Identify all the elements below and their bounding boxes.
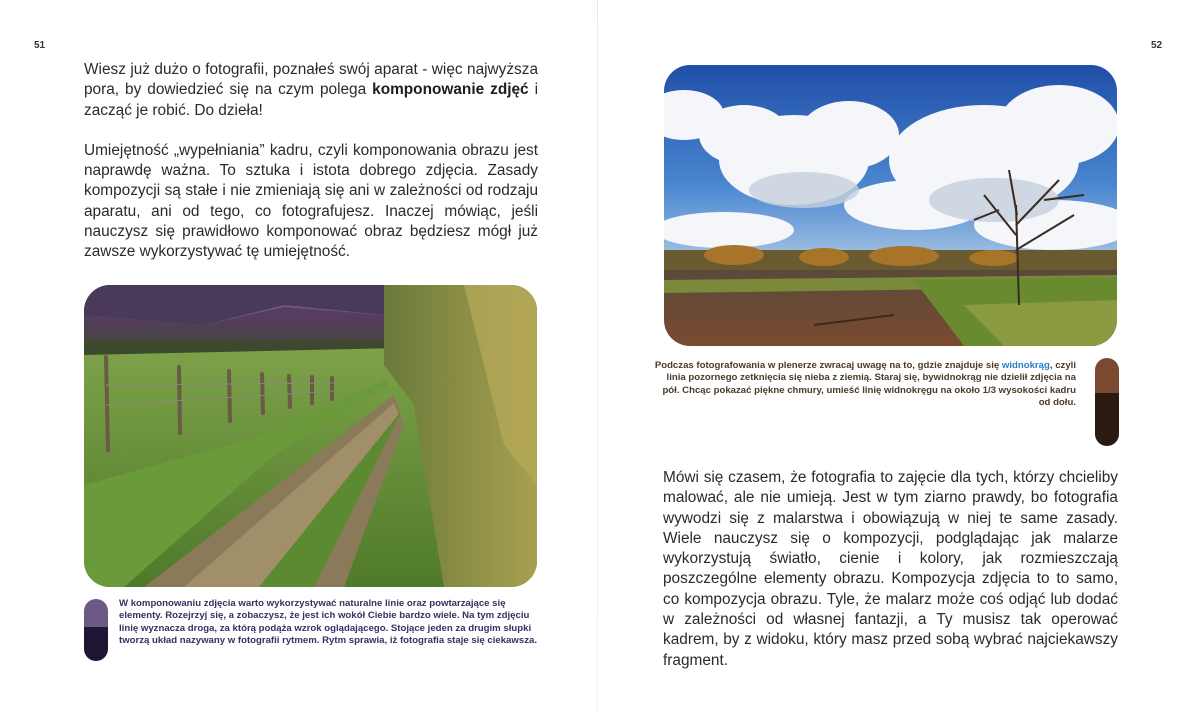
right-body-text: [663, 468, 1118, 671]
caption-accent-bar-left: [84, 599, 108, 661]
caption-accent-bar-right: [1095, 358, 1119, 446]
horizon-field-photo: [664, 65, 1117, 346]
composition-paragraph: Umiejętność „wypełniania” kadru, czyli komponowania obrazu jest naprawdę ważna. To sztuka i istota dobrego zdjęcia. Zasady kompozycji są stałe i nie zmieniają się ani w zależności od rodzaju aparatu, ani od tego, co fotografujesz. Inaczej mówiąc, jeśli nauczysz się prawidłowo komponować obraz będziesz mógł już zawsze wykorzystywać tę umiejętność.: [84, 141, 538, 261]
right-photo-caption: Podczas fotografowania w plenerze zwracaj uwagę na to, gdzie znajduje się widnokrąg, czyli linia pozornego zetknięcia się nieba z ziemią. Staraj się, bywidnokrąg nie dzielił zdjęcia na pół. Chcąc pokazać piękne chmury, umieść linię widnokręgu na około 1/3 wysokości kadru od dołu.: [654, 360, 1076, 408]
left-page: [0, 0, 597, 713]
dirt-road-photo: [84, 285, 537, 587]
left-photo-caption: W komponowaniu zdjęcia warto wykorzystywać naturalne linie oraz powtarzające się elementy. Rozejrzyj się, a zobaczysz, że jest ich wokół Ciebie bardzo wiele. Na tym zdjęciu linię wyznacza droga, za którą podąża wzrok oglądającego. Stojące jeden za drugim słupki tworzą układ nazywany w fotografii rytmem. Rytm sprawia, iż fotografia staje się ciekawsza.: [119, 598, 537, 646]
widnokrag-highlight: widnokrąg: [1001, 360, 1050, 371]
page-number-left: 51: [34, 40, 46, 51]
bold-term: komponowanie zdjęć: [372, 81, 529, 99]
left-body-text: [84, 60, 538, 263]
right-page: [598, 0, 1195, 713]
painting-paragraph: Mówi się czasem, że fotografia to zajęcie dla tych, którzy chcieliby malować, ale nie umieją. Jest w tym ziarno prawdy, bo fotografia wywodzi się z malarstwa i obowiązują w niej te same zasady. Wiele nauczysz się o kompozycji, podglądając jak malarze wykorzystują światło, cienie i kolory, jak rozmieszczają poszczególne elementy obrazu. Kompozycja zdjęcia to to samo, co kompozycja obrazu. Tyle, że malarz może coś odjąć lub dodać w zależności od własnej fantazji, a Ty musisz tak operować kadrem, by z widoku, który masz przed sobą wybrać najciekawszy fragment.: [663, 469, 1118, 669]
page-number-right: 52: [1151, 40, 1163, 51]
intro-paragraph: Wiesz już dużo o fotografii, poznałeś swój aparat - więc najwyższa pora, by dowiedzieć się na czym polega komponowanie zdjęć i zacząć je robić. Do dzieła!: [84, 61, 539, 119]
